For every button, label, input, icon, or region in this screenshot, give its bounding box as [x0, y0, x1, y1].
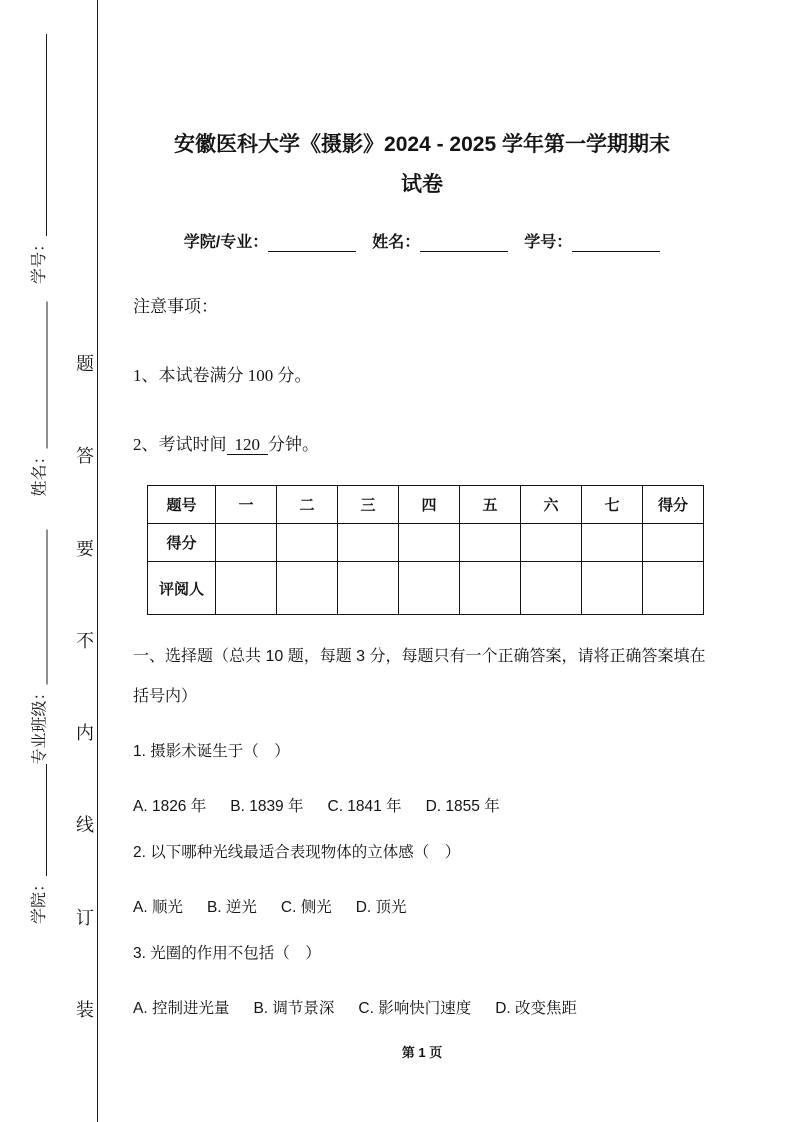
- notice-text: 2、考试时间: [133, 435, 227, 454]
- score-cell-empty: [643, 524, 704, 562]
- score-cell-empty: [216, 524, 277, 562]
- question-2-text: 2. 以下哪种光线最适合表现物体的立体感（ ）: [133, 844, 461, 861]
- score-cell-empty: [216, 562, 277, 615]
- notice-text: 分。: [273, 366, 312, 385]
- option-c: C. 影响快门速度: [358, 1000, 472, 1017]
- margin-field-label: 姓名：: [31, 448, 49, 497]
- margin-field-name: [30, 302, 52, 497]
- score-cell-empty: [399, 524, 460, 562]
- binding-char: 内: [76, 723, 94, 744]
- blank-line: [47, 302, 48, 449]
- blank-line: [46, 34, 47, 236]
- margin-field-label: 专业班级：: [31, 684, 49, 765]
- content-area: [133, 125, 711, 1020]
- notice-text: 分钟。: [268, 435, 319, 454]
- score-cell-empty: [521, 562, 582, 615]
- notice-heading: 注意事项：: [133, 297, 218, 316]
- score-cell-empty: [399, 562, 460, 615]
- score-table: [147, 485, 704, 615]
- notice-text: 1、本试卷满分: [133, 366, 248, 385]
- notice-item-2: [133, 430, 711, 455]
- option-d: D. 1855 年: [425, 798, 500, 815]
- page-number-label: 第 1 页: [401, 1045, 443, 1060]
- score-cell-empty: [277, 524, 338, 562]
- question-1-options: [133, 796, 711, 818]
- section-title-choice-questions: 一、选择题（总共 10 题，每题 3 分，每题只有一个正确答案，请将正确答案填在括号内）: [133, 648, 706, 705]
- question-3-options: [133, 998, 711, 1020]
- notice-value-underlined: 120: [227, 435, 269, 455]
- score-table-header-cell: 三: [338, 486, 399, 524]
- question-3-text: 3. 光圈的作用不包括（ ）: [133, 945, 321, 962]
- score-cell-empty: [582, 524, 643, 562]
- option-c: C. 1841 年: [327, 798, 402, 815]
- blank-line: [572, 234, 660, 252]
- student-info-line: [133, 229, 711, 252]
- binding-char: 线: [76, 815, 94, 836]
- exam-title-line1: 安徽医科大学《摄影》2024 - 2025 学年第一学期期末: [174, 133, 670, 156]
- score-table-header-cell: 一: [216, 486, 277, 524]
- info-field-name: [372, 229, 508, 252]
- score-row-label: 得分: [148, 524, 216, 562]
- reviewer-row-label: 评阅人: [148, 562, 216, 615]
- info-field-label: 学号：: [524, 234, 573, 251]
- score-table-header-cell: 六: [521, 486, 582, 524]
- score-table-reviewer-row: [148, 562, 704, 615]
- score-cell-empty: [277, 562, 338, 615]
- score-table-header-cell: 七: [582, 486, 643, 524]
- margin-field-college: [29, 764, 51, 924]
- notice-item-1: [133, 361, 711, 386]
- notice-value: 100: [247, 366, 274, 385]
- binding-notice-text: [70, 350, 100, 1022]
- score-cell-empty: [521, 524, 582, 562]
- score-table-header-row: [148, 486, 704, 524]
- exam-title: [133, 125, 711, 205]
- exam-title-line2: 试卷: [401, 173, 443, 196]
- margin-field-student-id: [29, 34, 51, 284]
- binding-char: 订: [76, 907, 94, 928]
- info-field-college-major: [184, 229, 356, 252]
- margin-field-label: 学院：: [31, 875, 48, 924]
- binding-char: 不: [76, 630, 94, 651]
- option-a: A. 1826 年: [133, 798, 207, 815]
- score-cell-empty: [582, 562, 643, 615]
- question-1-text: 1. 摄影术诞生于（ ）: [133, 743, 290, 760]
- score-cell-empty: [643, 562, 704, 615]
- option-b: B. 1839 年: [230, 798, 304, 815]
- option-a: A. 控制进光量: [133, 1000, 230, 1017]
- option-b: B. 逆光: [206, 899, 257, 916]
- binding-char: 装: [76, 999, 94, 1020]
- margin-field-label: 学号：: [31, 235, 48, 284]
- info-field-label: 学院/专业：: [183, 234, 269, 251]
- margin-field-class: [30, 530, 52, 765]
- score-table-header-cell: 题号: [148, 486, 216, 524]
- option-d: D. 顶光: [355, 899, 407, 916]
- score-cell-empty: [338, 524, 399, 562]
- info-field-student-id: [524, 229, 660, 252]
- blank-line: [268, 234, 356, 252]
- info-field-label: 姓名：: [372, 234, 421, 251]
- option-c: C. 侧光: [280, 899, 332, 916]
- score-cell-empty: [460, 562, 521, 615]
- binding-char: 题: [76, 354, 94, 374]
- option-b: B. 调节景深: [253, 1000, 335, 1017]
- score-table-header-cell: 五: [460, 486, 521, 524]
- score-cell-empty: [460, 524, 521, 562]
- score-table-header-cell: 四: [399, 486, 460, 524]
- binding-char: 要: [76, 538, 94, 559]
- question-2-options: [133, 897, 711, 919]
- score-table-header-cell: 得分: [643, 486, 704, 524]
- blank-line: [47, 530, 48, 685]
- score-cell-empty: [338, 562, 399, 615]
- option-d: D. 改变焦距: [495, 1000, 578, 1017]
- page-number: [133, 1042, 711, 1061]
- option-a: A. 顺光: [133, 899, 183, 916]
- binding-char: 答: [76, 446, 94, 467]
- score-table-score-row: [148, 524, 704, 562]
- blank-line: [46, 764, 47, 876]
- score-table-header-cell: 二: [277, 486, 338, 524]
- blank-line: [420, 234, 508, 252]
